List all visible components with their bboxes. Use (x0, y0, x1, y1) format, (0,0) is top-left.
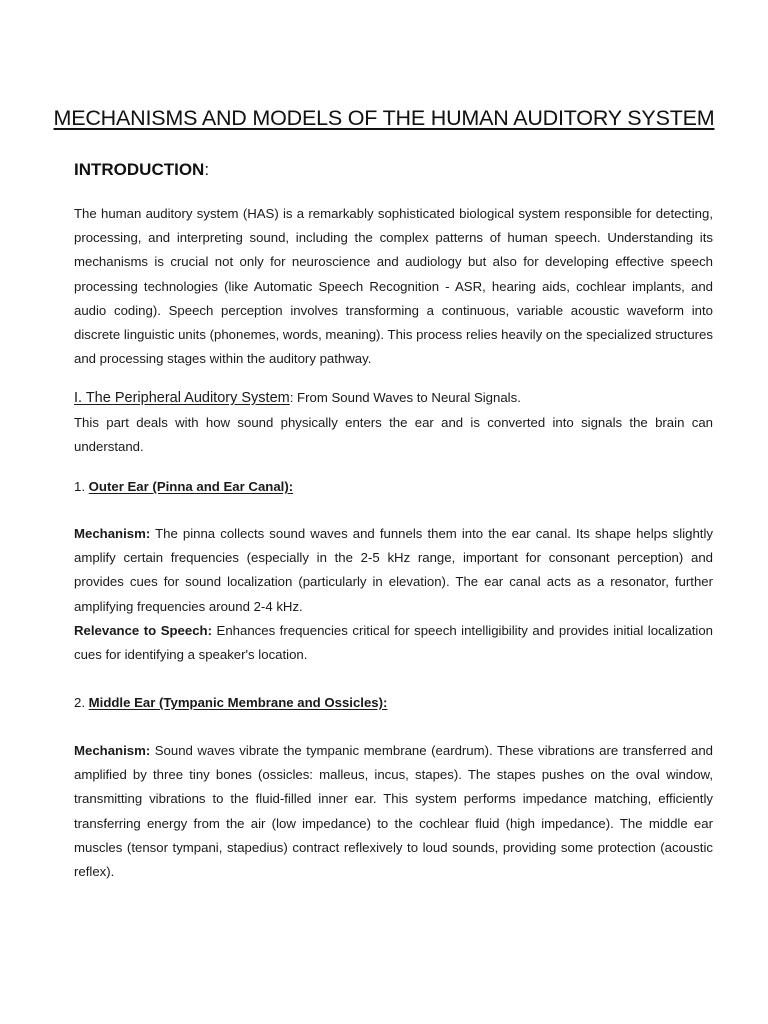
introduction-heading (74, 160, 209, 180)
outer-ear-paragraph (74, 522, 713, 667)
section-title: I. The Peripheral Auditory System (74, 390, 290, 406)
item-heading-middle-ear (74, 693, 387, 713)
mechanism-text: Sound waves vibrate the tympanic membrane (eardrum). These vibrations are transferred and amplified by three tiny bones (ossicles: malleus, incus, stapes). The stapes pushes on the oval window, transmitting vibrations to the fluid-filled inner ear. This system performs impedance matching, efficiently transferring energy from the air (low impedance) to the cochlear fluid (high impedance). The middle ear muscles (tensor tympani, stapedius) contract reflexively to loud sounds, providing some protection (acoustic reflex). (74, 743, 713, 880)
middle-ear-paragraph (74, 739, 713, 884)
mechanism-text: The pinna collects sound waves and funnels them into the ear canal. Its shape helps slightly amplify certain frequencies (especially in the 2-5 kHz range, important for consonant perception) and provides cues for sound localization (particularly in elevation). The ear canal acts as a resonator, further amplifying frequencies around 2-4 kHz. (74, 526, 713, 614)
item-title: Outer Ear (Pinna and Ear Canal): (88, 479, 294, 494)
section-intro-paragraph: This part deals with how sound physically enters the ear and is converted into signals the brain can understand. (74, 415, 713, 455)
section-heading (74, 387, 713, 409)
introduction-paragraph: The human auditory system (HAS) is a remarkably sophisticated biological system responsible for detecting, processing, and interpreting sound, including the complex patterns of human speech. Understanding its mechanisms is crucial not only for neuroscience and audiology but also for developing effective speech processing technologies (like Automatic Speech Recognition - ASR, hearing aids, cochlear implants, and audio coding). Speech perception involves transforming a continuous, variable acoustic waveform into discrete linguistic units (phonemes, words, meaning). This process relies heavily on the specialized structures and processing stages within the auditory pathway. (74, 206, 713, 367)
item-number: 2. (74, 695, 89, 710)
item-number: 1. (74, 479, 89, 494)
section-subtitle: : From Sound Waves to Neural Signals. (289, 390, 521, 405)
document-title: MECHANISMS AND MODELS OF THE HUMAN AUDITORY SYSTEM (53, 106, 715, 130)
relevance-label: Relevance to Speech: (74, 622, 213, 638)
introduction-heading-text: INTRODUCTION (74, 160, 205, 179)
introduction-heading-colon: : (204, 160, 210, 179)
mechanism-label: Mechanism: (74, 743, 151, 758)
relevance-text: Enhances frequencies critical for speech intelligibility and provides initial localization cues for identifying a speaker's location. (74, 622, 714, 663)
item-heading-outer-ear (74, 477, 293, 497)
item-title: Middle Ear (Tympanic Membrane and Ossicles): (88, 695, 388, 710)
mechanism-label: Mechanism: (74, 526, 151, 541)
